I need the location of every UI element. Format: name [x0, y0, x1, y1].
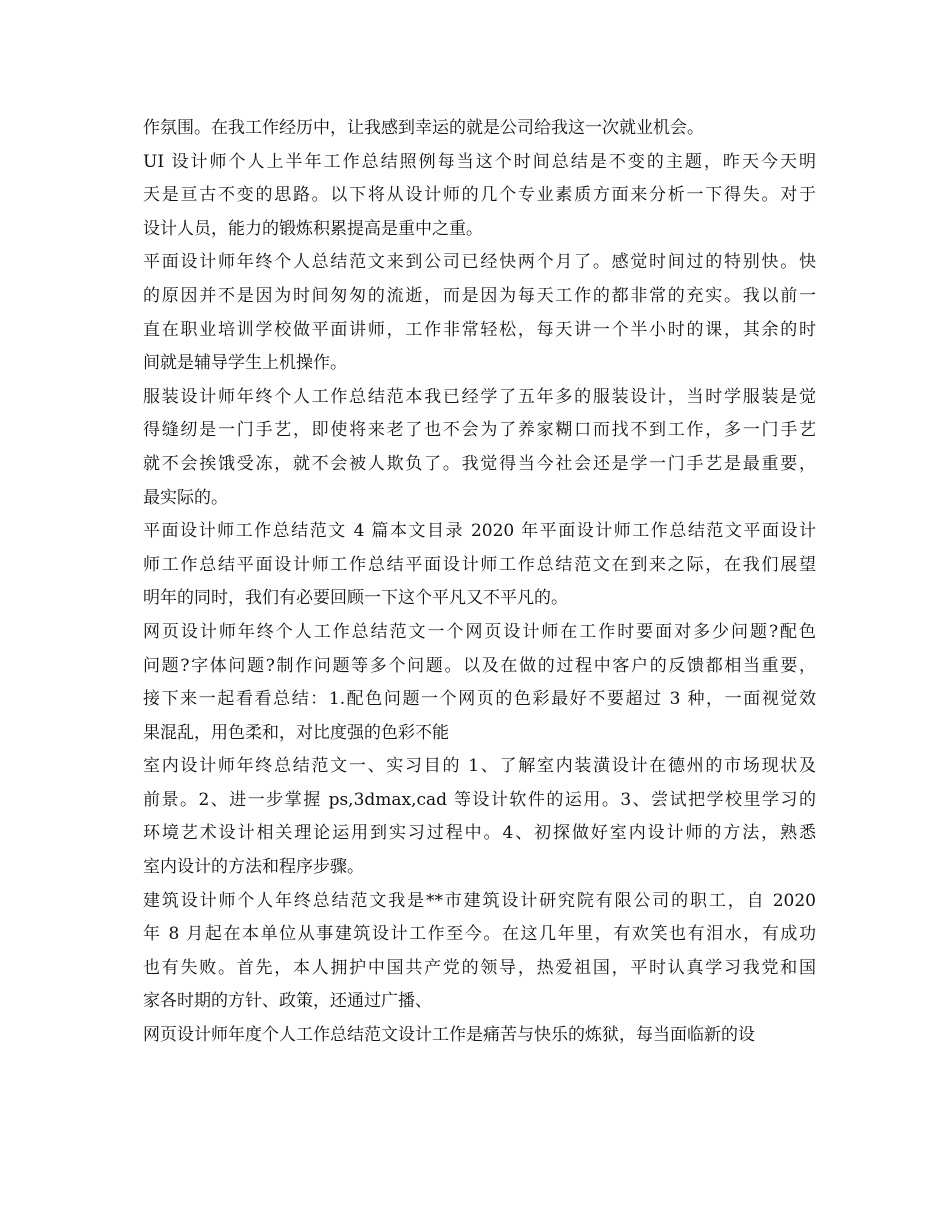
text-line: 就不会挨饿受冻，就不会被人欺负了。我觉得当今社会还是学一门手艺是最重要， — [143, 453, 816, 474]
text-line: 年 8 月起在本单位从事建筑设计工作至今。在这几年里，有欢笑也有泪水，有成功 — [143, 924, 816, 945]
text-line: 得缝纫是一门手艺，即使将来老了也不会为了养家糊口而找不到工作，多一门手艺 — [143, 420, 816, 441]
paragraph — [143, 246, 816, 380]
text-line: 接下来一起看看总结：1.配色问题一个网页的色彩最好不要超过 3 种，一面视觉效 — [143, 689, 816, 710]
paragraph — [143, 885, 816, 1019]
text-line: UI 设计师个人上半年工作总结照例每当这个时间总结是不变的主题，昨天今天明 — [143, 151, 816, 172]
document-body — [143, 112, 816, 1053]
text-line: 也有失败。首先，本人拥护中国共产党的领导，热爱祖国，平时认真学习我党和国 — [143, 957, 816, 978]
text-line: 师工作总结平面设计师工作总结平面设计师工作总结范文在到来之际，在我们展望 — [143, 554, 816, 575]
text-line: 果混乱，用色柔和，对比度强的色彩不能 — [143, 722, 449, 743]
text-line: 室内设计的方法和程序步骤。 — [143, 857, 364, 878]
text-line: 环境艺术设计相关理论运用到实习过程中。4、初探做好室内设计师的方法，熟悉 — [143, 823, 816, 844]
paragraph — [143, 381, 816, 515]
text-line: 设计人员，能力的锻炼积累提高是重中之重。 — [143, 218, 483, 239]
paragraph — [143, 146, 816, 247]
text-line: 网页设计师年终个人工作总结范文一个网页设计师在工作时要面对多少问题?配色 — [143, 621, 816, 642]
text-line: 直在职业培训学校做平面讲师，工作非常轻松，每天讲一个半小时的课，其余的时 — [143, 319, 816, 340]
text-line: 明年的同时，我们有必要回顾一下这个平凡又不平凡的。 — [143, 588, 568, 609]
text-line: 建筑设计师个人年终总结范文我是**市建筑设计研究院有限公司的职工，自 2020 — [143, 890, 816, 911]
text-line: 天是亘古不变的思路。以下将从设计师的几个专业素质方面来分析一下得失。对于 — [143, 185, 816, 206]
text-line: 家各时期的方针、政策，还通过广播、 — [143, 991, 432, 1012]
text-line: 网页设计师年度个人工作总结范文设计工作是痛苦与快乐的炼狱，每当面临新的设 — [143, 1025, 755, 1046]
paragraph — [143, 616, 816, 750]
paragraph — [143, 750, 816, 884]
text-line: 室内设计师年终总结范文一、实习目的 1、了解室内装潢设计在德州的市场现状及 — [143, 756, 816, 777]
paragraph — [143, 112, 816, 146]
text-line: 平面设计师工作总结范文 4 篇本文目录 2020 年平面设计师工作总结范文平面设计 — [143, 521, 816, 542]
text-line: 平面设计师年终个人总结范文来到公司已经快两个月了。感觉时间过的特别快。快 — [143, 252, 816, 273]
text-line: 问题?字体问题?制作问题等多个问题。以及在做的过程中客户的反馈都相当重要， — [143, 655, 816, 676]
paragraph — [143, 515, 816, 616]
text-line: 间就是辅导学生上机操作。 — [143, 353, 347, 374]
text-line: 的原因并不是因为时间匆匆的流逝，而是因为每天工作的都非常的充实。我以前一 — [143, 285, 816, 306]
text-line: 服装设计师年终个人工作总结范本我已经学了五年多的服装设计，当时学服装是觉 — [143, 386, 816, 407]
text-line: 最实际的。 — [143, 487, 228, 508]
text-line: 作氛围。在我工作经历中，让我感到幸运的就是公司给我这一次就业机会。 — [143, 118, 704, 138]
text-line: 前景。2、进一步掌握 ps,3dmax,cad 等设计软件的运用。3、尝试把学校里学习的 — [143, 789, 816, 810]
paragraph — [143, 1019, 816, 1053]
